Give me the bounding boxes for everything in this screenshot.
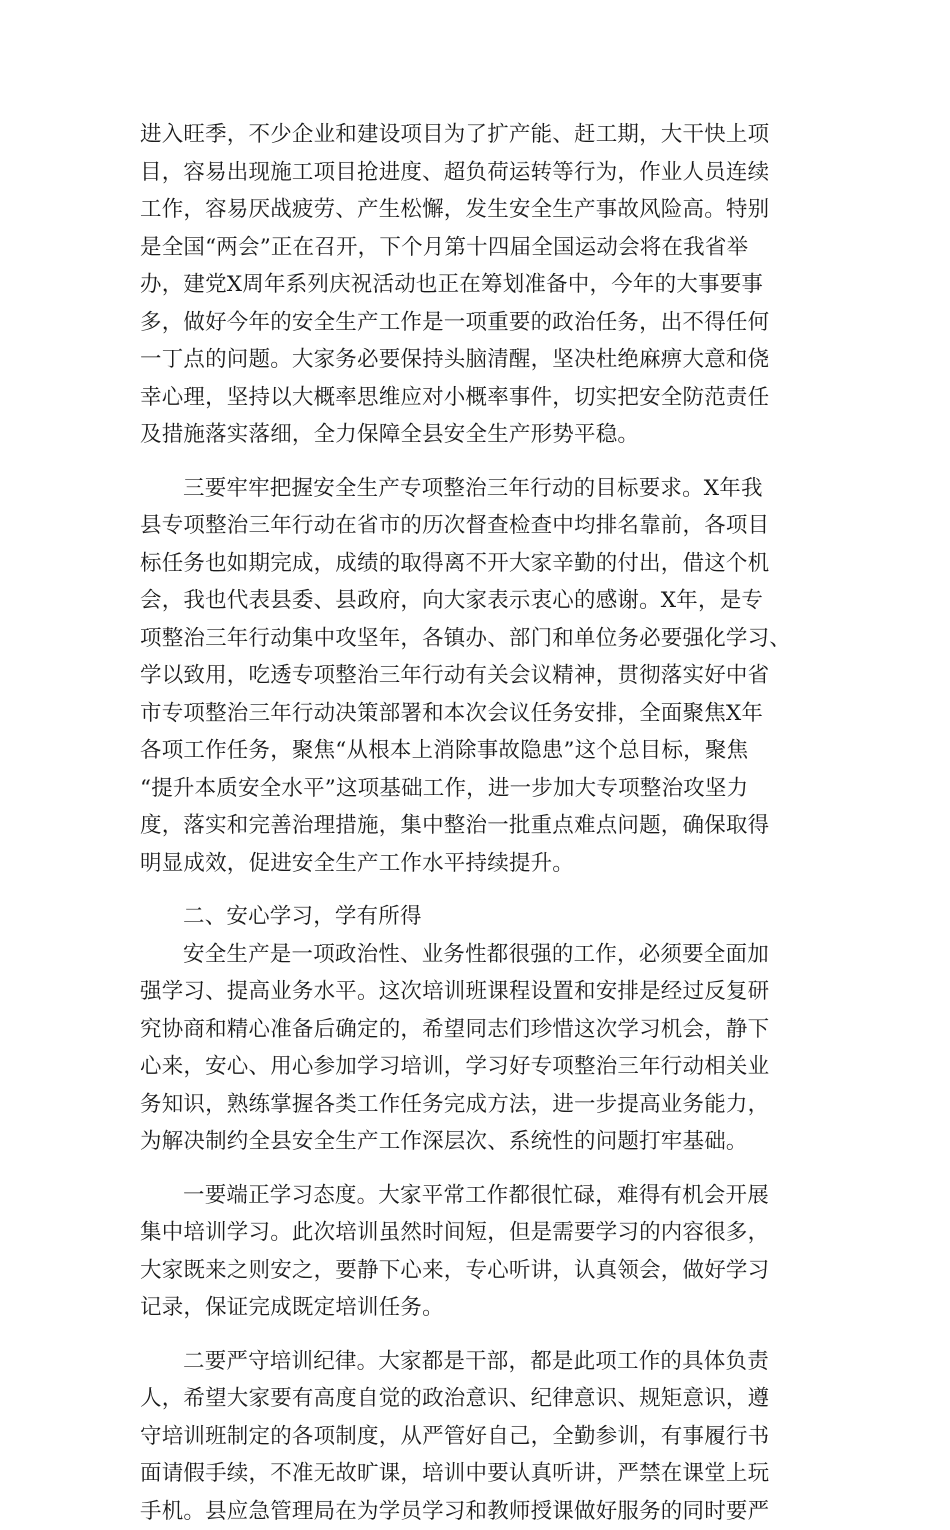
paragraph-spacer: [140, 882, 820, 898]
text-line: 一要端正学习态度。大家平常工作都很忙碌，难得有机会开展: [140, 1177, 820, 1215]
paragraph-spacer: [140, 1327, 820, 1343]
text-line: 进入旺季，不少企业和建设项目为了扩产能、赶工期，大干快上项: [140, 116, 820, 154]
paragraph-intro-continuation: [140, 116, 820, 454]
section-heading-text: 二、安心学习，学有所得: [140, 898, 820, 936]
text-line: 明显成效，促进安全生产工作水平持续提升。: [140, 845, 820, 883]
text-line: 究协商和精心准备后确定的，希望同志们珍惜这次学习机会，静下: [140, 1011, 820, 1049]
text-line: 县专项整治三年行动在省市的历次督查检查中均排名靠前，各项目: [140, 507, 820, 545]
text-line: 幸心理，坚持以大概率思维应对小概率事件，切实把安全防范责任: [140, 379, 820, 417]
text-line: 大家既来之则安之，要静下心来，专心听讲，认真领会，做好学习: [140, 1252, 820, 1290]
paragraph-first-requirement: [140, 1177, 820, 1327]
text-line: 是全国“两会”正在召开，下个月第十四届全国运动会将在我省举: [140, 229, 820, 267]
document-page: [140, 116, 820, 1530]
text-line: 市专项整治三年行动决策部署和本次会议任务安排，全面聚焦X年: [140, 695, 820, 733]
text-line: 会，我也代表县委、县政府，向大家表示衷心的感谢。X年，是专: [140, 582, 820, 620]
text-line: 工作，容易厌战疲劳、产生松懈，发生安全生产事故风险高。特别: [140, 191, 820, 229]
text-line: 项整治三年行动集中攻坚年，各镇办、部门和单位务必要强化学习、: [140, 620, 820, 658]
paragraph-spacer: [140, 454, 820, 470]
text-line: 集中培训学习。此次培训虽然时间短，但是需要学习的内容很多，: [140, 1214, 820, 1252]
text-line: 人，希望大家要有高度自觉的政治意识、纪律意识、规矩意识，遵: [140, 1380, 820, 1418]
text-line: 为解决制约全县安全生产工作深层次、系统性的问题打牢基础。: [140, 1123, 820, 1161]
text-line: 三要牢牢把握安全生产专项整治三年行动的目标要求。X年我: [140, 470, 820, 508]
text-line: 面请假手续，不准无故旷课，培训中要认真听讲，严禁在课堂上玩: [140, 1455, 820, 1493]
section-heading: [140, 898, 820, 936]
text-line: 守培训班制定的各项制度，从严管好自己，全勤参训，有事履行书: [140, 1418, 820, 1456]
paragraph-second-requirement: [140, 1343, 820, 1530]
text-line: 及措施落实落细，全力保障全县安全生产形势平稳。: [140, 416, 820, 454]
text-line: 二要严守培训纪律。大家都是干部，都是此项工作的具体负责: [140, 1343, 820, 1381]
text-line: 务知识，熟练掌握各类工作任务完成方法，进一步提高业务能力，: [140, 1086, 820, 1124]
text-line: 目，容易出现施工项目抢进度、超负荷运转等行为，作业人员连续: [140, 154, 820, 192]
text-line: 手机。县应急管理局在为学员学习和教师授课做好服务的同时要严: [140, 1493, 820, 1530]
text-line: “提升本质安全水平”这项基础工作，进一步加大专项整治攻坚力: [140, 770, 820, 808]
paragraph-spacer: [140, 1161, 820, 1177]
text-line: 办，建党X周年系列庆祝活动也正在筹划准备中，今年的大事要事: [140, 266, 820, 304]
text-line: 标任务也如期完成，成绩的取得离不开大家辛勤的付出，借这个机: [140, 545, 820, 583]
text-line: 记录，保证完成既定培训任务。: [140, 1289, 820, 1327]
text-line: 安全生产是一项政治性、业务性都很强的工作，必须要全面加: [140, 936, 820, 974]
text-line: 度，落实和完善治理措施，集中整治一批重点难点问题，确保取得: [140, 807, 820, 845]
text-line: 各项工作任务，聚焦“从根本上消除事故隐患”这个总目标，聚焦: [140, 732, 820, 770]
text-line: 一丁点的问题。大家务必要保持头脑清醒，坚决杜绝麻痹大意和侥: [140, 341, 820, 379]
paragraph-third-requirement: [140, 470, 820, 883]
text-line: 多，做好今年的安全生产工作是一项重要的政治任务，出不得任何: [140, 304, 820, 342]
paragraph-section-intro: [140, 936, 820, 1161]
text-line: 学以致用，吃透专项整治三年行动有关会议精神，贯彻落实好中省: [140, 657, 820, 695]
text-line: 强学习、提高业务水平。这次培训班课程设置和安排是经过反复研: [140, 973, 820, 1011]
text-line: 心来，安心、用心参加学习培训，学习好专项整治三年行动相关业: [140, 1048, 820, 1086]
